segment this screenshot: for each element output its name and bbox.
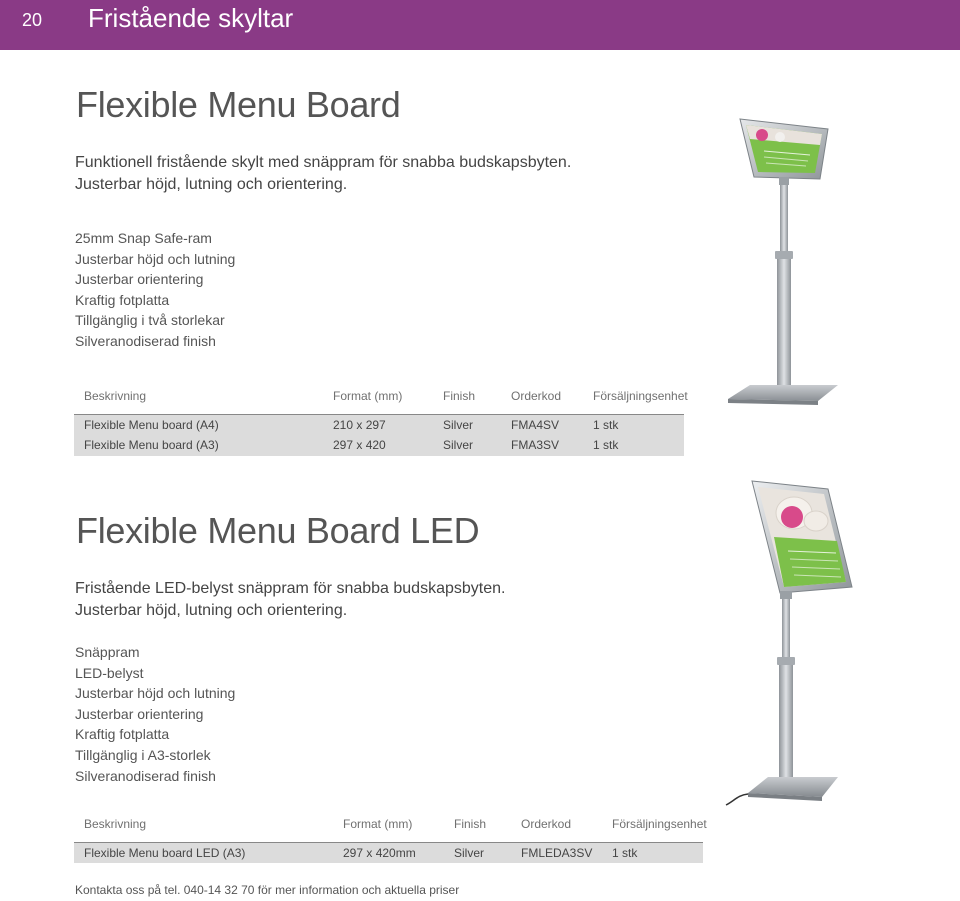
list-item: 25mm Snap Safe-ram [75,230,212,246]
table-body [74,842,703,863]
product1-intro-line: Justerbar höjd, lutning och orientering. [75,176,348,193]
table-cell: Silver [454,846,485,860]
table-cell: FMA3SV [511,438,560,452]
list-item: Silveranodiserad finish [75,767,216,784]
table-cell: 297 x 420mm [343,846,416,860]
table-row [74,415,684,435]
table-cell: 1 stk [593,418,619,432]
list-item: Justerbar höjd och lutning [75,250,236,267]
column-header: Försäljningsenhet [593,389,688,403]
list-item: Silveranodiserad finish [75,332,216,349]
table-cell: 210 x 297 [333,418,386,432]
list-item: Tillgänglig i två storlekar [75,312,225,329]
column-header: Orderkod [521,817,572,831]
product2-intro [75,578,505,622]
table-cell: Silver [443,438,474,452]
product1-intro [75,152,571,196]
column-header: Beskrivning [84,389,147,403]
column-header: Försäljningsenhet [612,817,707,831]
product1-intro-line: Funktionell fristående skylt med snäppram för snabba budskapsbyten. [75,154,572,171]
product2-intro-line: Fristående LED-belyst snäppram för snabba budskapsbyten. [75,580,506,597]
table-header [74,817,707,837]
table-cell: Flexible Menu board (A3) [84,438,219,452]
product2-title: Flexible Menu Board LED [76,510,480,551]
product2-intro-line: Justerbar höjd, lutning och orientering. [75,602,348,619]
led-menu-board-stand-image [720,475,870,815]
table-cell: 1 stk [593,438,619,452]
list-item: Kraftig fotplatta [75,726,170,743]
list-item: Justerbar höjd och lutning [75,685,236,702]
list-item: Justerbar orientering [75,271,204,288]
list-item: Kraftig fotplatta [75,291,170,308]
table-header [74,389,688,409]
footer-note: Kontakta oss på tel. 040-14 32 70 för mer information och aktuella priser [75,883,460,897]
page-number: 20 [22,10,43,30]
list-item: Snäppram [75,644,140,660]
section-title: Fristående skyltar [88,3,294,33]
table-cell: Silver [443,418,474,432]
table-cell: 297 x 420 [333,438,386,452]
product2-table [74,817,707,860]
table-row [74,435,684,455]
column-header: Orderkod [511,389,562,403]
product1-feature-list [75,228,235,352]
column-header: Format (mm) [333,389,403,403]
list-item: LED-belyst [75,664,144,681]
product2-feature-list [75,642,235,786]
table-cell: Flexible Menu board LED (A3) [84,846,246,860]
table-body [74,414,684,456]
menu-board-stand-image [720,115,845,410]
product1-table [74,389,688,452]
table-row [74,843,703,863]
table-cell: FMA4SV [511,418,560,432]
table-cell: FMLEDA3SV [521,846,593,860]
table-cell: 1 stk [612,846,638,860]
column-header: Beskrivning [84,817,147,831]
column-header: Finish [454,817,487,831]
product1-title: Flexible Menu Board [76,84,401,125]
list-item: Justerbar orientering [75,705,204,722]
table-cell: Flexible Menu board (A4) [84,418,219,432]
column-header: Finish [443,389,476,403]
column-header: Format (mm) [343,817,413,831]
list-item: Tillgänglig i A3-storlek [75,746,211,763]
page-header [0,0,960,50]
